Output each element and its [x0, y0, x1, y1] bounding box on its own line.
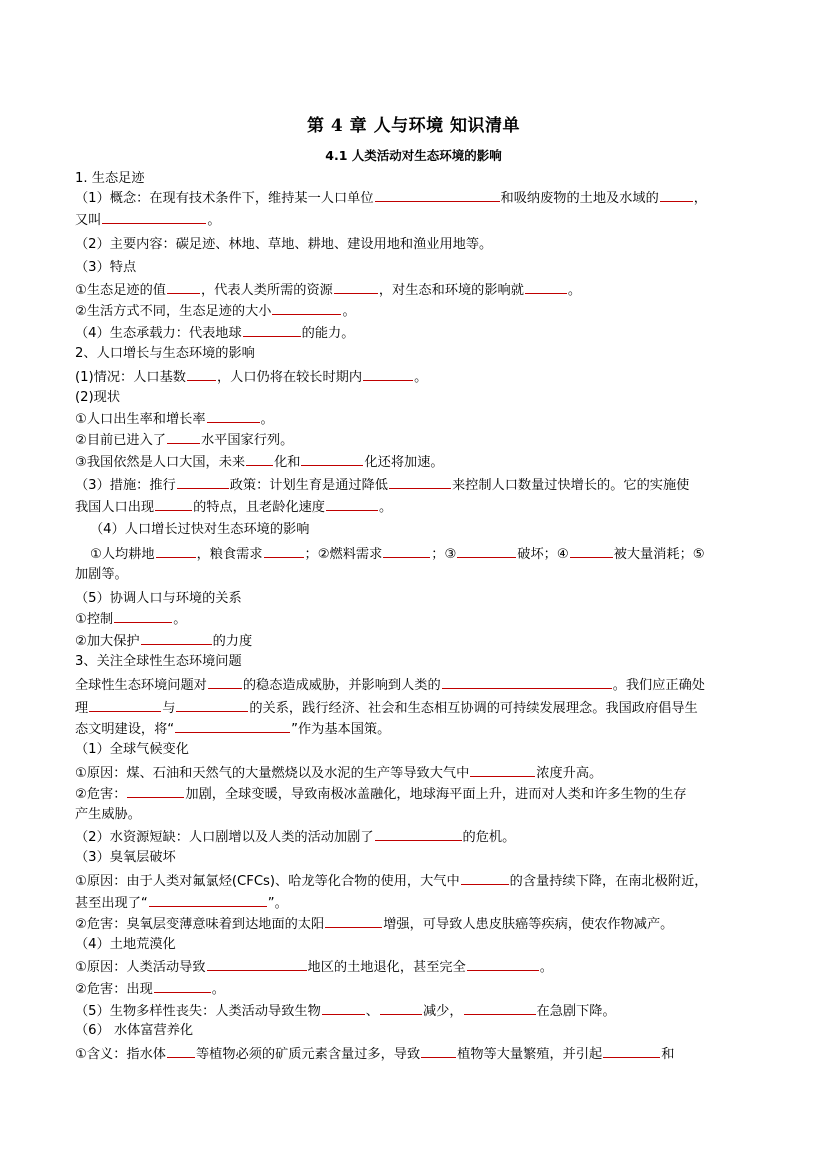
line-text: ③我国依然是人口大国，未来 [75, 455, 246, 470]
fill-in-blank[interactable] [167, 1044, 195, 1058]
line-text: ①原因：由于人类对氟氯烃(CFCs)、哈龙等化合物的使用，大气中 [75, 874, 460, 889]
line-text: ；②燃料需求 [304, 547, 383, 562]
fill-in-blank[interactable] [89, 698, 161, 712]
fill-in-blank[interactable] [127, 784, 184, 798]
fill-in-blank[interactable] [167, 430, 200, 444]
text-line [75, 827, 755, 847]
line-text: （5）生物多样性丧失：人类活动导致生物 [75, 1004, 321, 1019]
fill-in-blank[interactable] [467, 957, 539, 971]
line-text: 与 [162, 701, 176, 716]
line-text: 政策：计划生育是通过降低 [229, 478, 388, 493]
line-text: ①原因：人类活动导致 [75, 960, 206, 975]
line-text: （4）生态承载力：代表地球 [75, 326, 242, 341]
text-line [75, 698, 755, 718]
text-line [75, 1022, 755, 1040]
line-text: （4）土地荒漠化 [75, 937, 176, 952]
text-line [75, 979, 755, 999]
fill-in-blank[interactable] [570, 544, 613, 558]
text-line [75, 653, 755, 671]
line-text: 2、人口增长与生态环境的影响 [75, 346, 255, 361]
line-text: ①人均耕地 [90, 547, 155, 562]
text-line [75, 784, 755, 804]
line-text: 甚至出现了“ [75, 896, 148, 911]
line-text: 3、关注全球性生态环境问题 [75, 654, 242, 669]
line-text: 态文明建设，将“ [75, 722, 175, 737]
text-line [75, 719, 755, 739]
text-line [75, 631, 755, 651]
line-text: ②目前已进入了 [75, 433, 166, 448]
fill-in-blank[interactable] [442, 675, 612, 689]
text-line [75, 957, 755, 977]
fill-in-blank[interactable] [363, 367, 413, 381]
fill-in-blank[interactable] [389, 475, 451, 489]
page-title: 第 4 章 人与环境 知识清单 [306, 116, 520, 136]
fill-in-blank[interactable] [207, 409, 260, 423]
line-text: ”作为基本国策。 [291, 722, 391, 737]
text-line [75, 741, 755, 759]
line-text: ①原因：煤、石油和天然气的大量燃烧以及水泥的生产等导致大气中 [75, 766, 470, 781]
line-text: （6） 水体富营养化 [75, 1023, 194, 1038]
line-text: (2)现状 [75, 390, 121, 405]
line-text: 来控制人口数量过快增长的。它的实施使 [451, 478, 690, 493]
fill-in-blank[interactable] [380, 1001, 422, 1015]
fill-in-blank[interactable] [155, 497, 192, 511]
text-line [75, 1044, 755, 1064]
line-text: ，粮食需求 [196, 547, 263, 562]
fill-in-blank[interactable] [383, 544, 430, 558]
text-line [75, 301, 755, 321]
line-text: （1）概念：在现有技术条件下，维持某一人口单位 [75, 191, 374, 206]
fill-in-blank[interactable] [375, 827, 462, 841]
fill-in-blank[interactable] [457, 544, 516, 558]
line-text: 理 [75, 701, 89, 716]
line-text: ①人口出生率和增长率 [75, 412, 206, 427]
line-text: 我国人口出现 [75, 500, 155, 515]
fill-in-blank[interactable] [325, 914, 382, 928]
text-line [75, 871, 755, 891]
text-line [75, 609, 755, 629]
line-text: （5）协调人口与环境的关系 [75, 591, 242, 606]
fill-in-blank[interactable] [461, 871, 509, 885]
text-line [75, 475, 755, 495]
text-line [75, 323, 755, 343]
line-text: 全球性生态环境问题对 [75, 678, 207, 693]
fill-in-blank[interactable] [525, 280, 567, 294]
fill-in-blank[interactable] [464, 1001, 536, 1015]
fill-in-blank[interactable] [301, 452, 363, 466]
line-text: ；③ [431, 547, 457, 562]
text-line [75, 170, 755, 188]
line-text: ①控制 [75, 612, 114, 627]
text-line [75, 259, 755, 277]
line-text: 。 [260, 412, 274, 427]
line-text: 破坏；④ [517, 547, 569, 562]
fill-in-blank[interactable] [243, 323, 301, 337]
text-line [75, 430, 755, 450]
text-line [75, 367, 755, 387]
fill-in-blank[interactable] [154, 979, 211, 993]
line-text: 地区的土地退化，甚至完全 [307, 960, 466, 975]
fill-in-blank[interactable] [141, 631, 212, 645]
line-text: 化和 [274, 455, 301, 470]
line-text: 和 [661, 1047, 675, 1062]
line-text: 。 [207, 213, 221, 228]
fill-in-blank[interactable] [187, 367, 216, 381]
text-line [75, 675, 755, 695]
line-text: 水平国家行列。 [200, 433, 294, 448]
line-text: 增强，可导致人患皮肤癌等疾病，使农作物减产。 [383, 917, 674, 932]
line-text: 浓度升高。 [536, 766, 603, 781]
text-line [75, 236, 755, 254]
line-text: 。 [567, 283, 582, 298]
text-line [75, 566, 755, 584]
fill-in-blank[interactable] [207, 957, 307, 971]
text-line [90, 544, 770, 564]
line-text: 植物等大量繁殖，并引起 [457, 1047, 603, 1062]
line-text: 。 [379, 500, 393, 515]
fill-in-blank[interactable] [156, 544, 196, 558]
line-text: ”。 [267, 896, 288, 911]
line-text: （3）臭氧层破坏 [75, 850, 176, 865]
line-text: 产生威胁。 [75, 807, 141, 822]
line-text: ， [693, 191, 707, 206]
line-text: （3）措施：推行 [75, 478, 176, 493]
text-line [75, 763, 755, 783]
line-text: 减少， [422, 1004, 463, 1019]
line-text: （3）特点 [75, 260, 137, 275]
section-subtitle: 4.1 人类活动对生态环境的影响 [325, 148, 502, 163]
line-text: 。 [414, 370, 428, 385]
text-line [75, 849, 755, 867]
line-text: 。 [539, 960, 553, 975]
line-text: ，代表人类所需的资源 [200, 283, 333, 298]
line-text: ①含义：指水体 [75, 1047, 166, 1062]
fill-in-blank[interactable] [246, 452, 273, 466]
line-text: （2）水资源短缺：人口剧增以及人类的活动加剧了 [75, 830, 374, 845]
fill-in-blank[interactable] [102, 210, 206, 224]
text-line [75, 590, 755, 608]
line-text: （2）主要内容：碳足迹、林地、草地、耕地、建设用地和渔业用地等。 [75, 237, 493, 252]
line-text: ②加大保护 [75, 634, 140, 649]
fill-in-blank[interactable] [176, 698, 248, 712]
line-text: 的危机。 [462, 830, 516, 845]
line-text: 。我们应正确处 [612, 678, 705, 693]
text-line [75, 280, 755, 300]
text-line [75, 389, 755, 407]
text-line [75, 1001, 755, 1021]
line-text: 的含量持续下降，在南北极附近， [509, 874, 708, 889]
fill-in-blank[interactable] [167, 280, 200, 294]
fill-in-blank[interactable] [177, 475, 229, 489]
line-text: 的力度 [212, 634, 253, 649]
text-line [75, 188, 755, 208]
fill-in-blank[interactable] [149, 893, 267, 907]
fill-in-blank[interactable] [375, 188, 500, 202]
line-text: ，人口仍将在较长时期内 [217, 370, 363, 385]
fill-in-blank[interactable] [208, 675, 242, 689]
line-text: 加剧等。 [75, 567, 128, 582]
fill-in-blank[interactable] [421, 1044, 456, 1058]
text-line [75, 914, 755, 934]
line-text: （4）人口增长过快对生态环境的影响 [90, 522, 310, 537]
line-text: ②生活方式不同，生态足迹的大小 [75, 304, 272, 319]
fill-in-blank[interactable] [326, 497, 378, 511]
line-text: 。 [173, 612, 187, 627]
fill-in-blank[interactable] [114, 609, 172, 623]
line-text: 的关系，践行经济、社会和生态相互协调的可持续发展理念。我国政府倡导生 [249, 701, 698, 716]
fill-in-blank[interactable] [603, 1044, 660, 1058]
line-text: （1）全球气候变化 [75, 742, 189, 757]
fill-in-blank[interactable] [334, 280, 378, 294]
fill-in-blank[interactable] [175, 719, 290, 733]
line-text: (1)情况：人口基数 [75, 370, 186, 385]
line-text: 化还将加速。 [364, 455, 444, 470]
text-line [75, 345, 755, 363]
line-text: 的稳态造成威胁，并影响到人类的 [242, 678, 441, 693]
line-text: ②危害：出现 [75, 982, 153, 997]
text-line [75, 452, 755, 472]
text-line [75, 806, 755, 824]
line-text: ②危害：臭氧层变薄意味着到达地面的太阳 [75, 917, 325, 932]
line-text: 加剧，全球变暖，导致南极冰盖融化，地球海平面上升，进而对人类和许多生物的生存 [185, 787, 687, 802]
line-text: 被大量消耗；⑤ [613, 547, 705, 562]
line-text: 。 [211, 982, 225, 997]
line-text: 又叫 [75, 213, 102, 228]
line-text: 等植物必须的矿质元素含量过多，导致 [195, 1047, 421, 1062]
fill-in-blank[interactable] [322, 1001, 365, 1015]
fill-in-blank[interactable] [660, 188, 693, 202]
line-text: 1. 生态足迹 [75, 171, 145, 186]
line-text: 、 [365, 1004, 379, 1019]
fill-in-blank[interactable] [264, 544, 304, 558]
text-line [75, 409, 755, 429]
line-text: ②危害： [75, 787, 127, 802]
text-line [75, 893, 755, 913]
fill-in-blank[interactable] [272, 301, 341, 315]
line-text: 在急剧下降。 [536, 1004, 616, 1019]
line-text: 和吸纳废物的土地及水域的 [500, 191, 659, 206]
line-text: 。 [342, 304, 356, 319]
line-text: 的能力。 [301, 326, 355, 341]
text-line [75, 936, 755, 954]
text-line [75, 210, 755, 230]
line-text: ①生态足迹的值 [75, 283, 166, 298]
line-text: 的特点，且老龄化速度 [193, 500, 325, 515]
text-line [75, 497, 755, 517]
line-text: ，对生态和环境的影响就 [378, 283, 524, 298]
fill-in-blank[interactable] [470, 763, 535, 777]
text-line [90, 521, 770, 539]
